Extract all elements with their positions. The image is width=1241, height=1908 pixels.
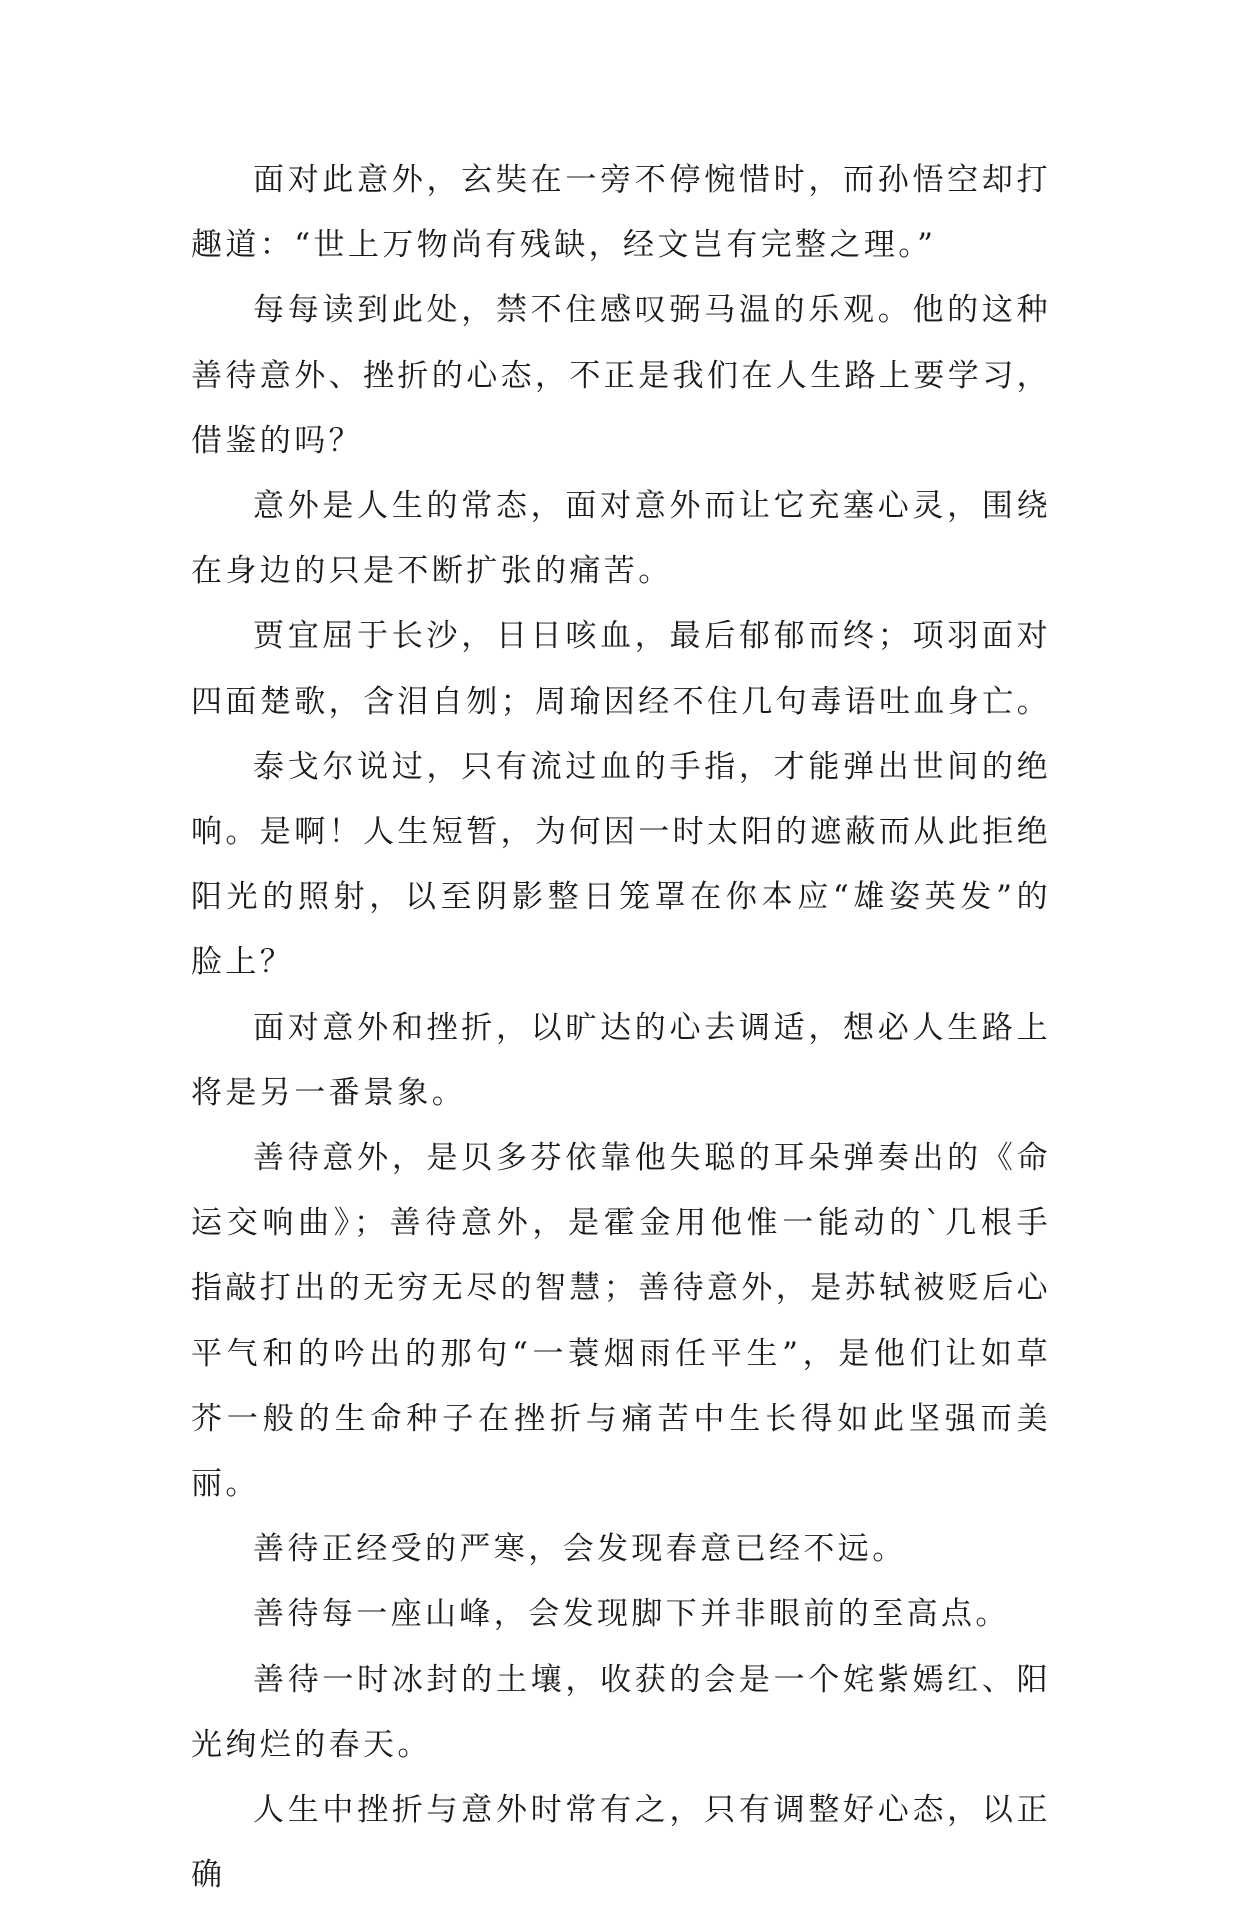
document-page [191, 148, 1051, 1908]
paragraph: 面对此意外，玄奘在一旁不停惋惜时，而孙悟空却打趣道：“世上万物尚有残缺，经文岂有完整之理。” [191, 162, 1051, 264]
paragraph: 泰戈尔说过，只有流过血的手指，才能弹出世间的绝响。是啊！人生短暂，为何因一时太阳的遮蔽而从此拒绝阳光的照射，以至阴影整日笼罩在你本应“雄姿英发”的脸上？ [191, 748, 1051, 981]
paragraph: 人生中挫折与意外时常有之，只有调整好心态，以正确 [191, 1792, 1051, 1894]
paragraph: 贾宜屈于长沙，日日咳血，最后郁郁而终；项羽面对四面楚歌，含泪自刎；周瑜因经不住几句毒语吐血身亡。 [191, 618, 1051, 720]
paragraph: 面对意外和挫折，以旷达的心去调适，想必人生路上将是另一番景象。 [191, 1009, 1051, 1111]
paragraph: 善待每一座山峰，会发现脚下并非眼前的至高点。 [253, 1596, 1010, 1633]
paragraph: 意外是人生的常态，面对意外而让它充塞心灵，围绕在身边的只是不断扩张的痛苦。 [191, 488, 1051, 590]
paragraph: 善待正经受的严寒，会发现春意已经不远。 [253, 1531, 907, 1568]
paragraph: 善待意外，是贝多芬依靠他失聪的耳朵弹奏出的《命运交响曲》；善待意外，是霍金用他惟一能动的`几根手指敲打出的无穷无尽的智慧；善待意外，是苏轼被贬后心平气和的吟出的那句“一蓑烟雨任平生”，是他们让如草芥一般的生命种子在挫折与痛苦中生长得如此坚强而美丽。 [191, 1140, 1051, 1503]
paragraph: 每每读到此处，禁不住感叹弼马温的乐观。他的这种善待意外、挫折的心态，不正是我们在人生路上要学习，借鉴的吗？ [191, 292, 1051, 459]
paragraph: 善待一时冰封的土壤，收获的会是一个姹紫嫣红、阳光绚烂的春天。 [191, 1661, 1051, 1763]
